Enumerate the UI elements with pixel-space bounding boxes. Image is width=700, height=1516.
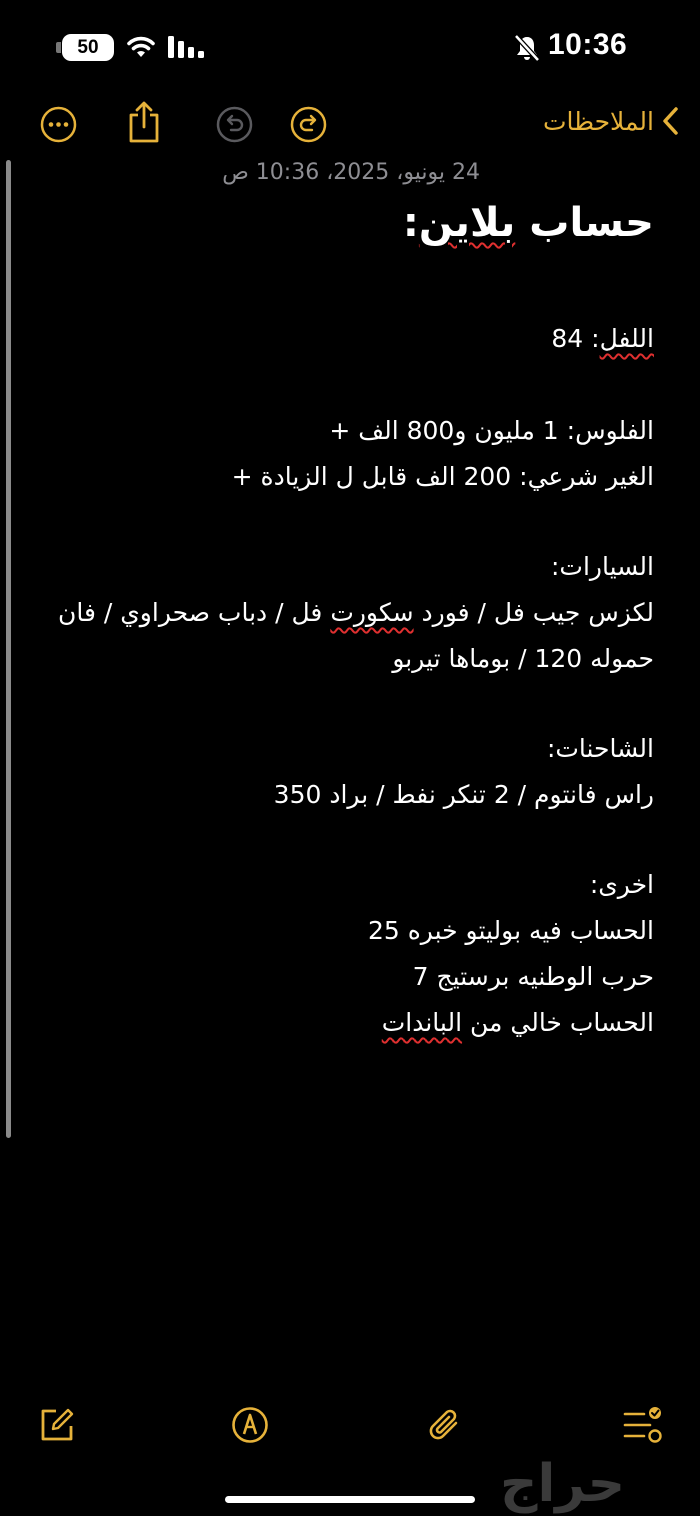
wifi-icon	[126, 35, 156, 59]
level-label: اللفل	[599, 324, 654, 353]
chevron-left-icon	[662, 106, 680, 136]
more-icon[interactable]	[40, 106, 77, 143]
share-icon[interactable]	[126, 100, 162, 144]
cars-line1-b: فل / دباب صحراوي / فان	[57, 598, 331, 627]
compose-icon[interactable]	[38, 1406, 76, 1444]
markup-pen-icon[interactable]	[231, 1406, 269, 1444]
note-title-word: بلاين	[418, 200, 516, 246]
status-time: 10:36	[548, 28, 628, 61]
cellular-signal-icon	[166, 36, 206, 58]
note-line-trucks[interactable]: راس فانتوم / 2 تنكر نفط / براد 350	[273, 780, 654, 809]
note-line-other-1[interactable]: الحساب فيه بوليتو خبره 25	[367, 916, 654, 945]
cars-line1-a: لكزس جيب فل / فورد	[413, 598, 654, 627]
scroll-indicator[interactable]	[6, 160, 11, 1138]
home-indicator[interactable]	[225, 1496, 475, 1503]
note-line-other-3[interactable]	[382, 1008, 654, 1037]
battery-icon	[62, 34, 114, 61]
note-date: 24 يونيو، 2025، 10:36 ص	[222, 160, 480, 185]
note-line-level[interactable]	[551, 324, 654, 353]
note-line-money[interactable]: الفلوس: 1 مليون و800 الف +	[329, 416, 654, 445]
undo-icon[interactable]	[216, 106, 253, 143]
watermark: حراج	[500, 1454, 626, 1514]
note-line-illegal[interactable]: الغير شرعي: 200 الف قابل ل الزيادة +	[231, 462, 654, 491]
other-line3-a: الحساب خالي من	[462, 1008, 654, 1037]
battery-cap	[56, 42, 61, 53]
note-line-trucks-heading[interactable]: الشاحنات:	[546, 734, 654, 763]
battery-level: 50	[77, 36, 99, 58]
note-line-other-2[interactable]: حرب الوطنيه برستيج 7	[412, 962, 654, 991]
paperclip-icon[interactable]	[426, 1406, 464, 1444]
checklist-icon[interactable]	[622, 1406, 664, 1444]
back-button[interactable]	[543, 106, 680, 136]
back-label: الملاحظات	[542, 106, 654, 136]
other-line3-word: الباندات	[381, 1008, 463, 1037]
silent-bell-icon	[512, 33, 542, 63]
note-line-cars-1[interactable]	[58, 598, 654, 627]
status-bar	[0, 0, 700, 95]
cars-line1-word: سكورت	[330, 598, 414, 627]
note-title[interactable]	[403, 200, 654, 246]
note-title-suffix: :	[402, 200, 419, 246]
note-line-other-heading[interactable]: اخرى:	[589, 870, 654, 899]
note-title-prefix: حساب	[515, 200, 654, 246]
note-line-cars-heading[interactable]: السيارات:	[550, 552, 654, 581]
redo-icon[interactable]	[290, 106, 327, 143]
note-line-cars-2[interactable]: حموله 120 / بوماها تيربو	[392, 644, 654, 673]
level-value: : 84	[551, 324, 600, 353]
